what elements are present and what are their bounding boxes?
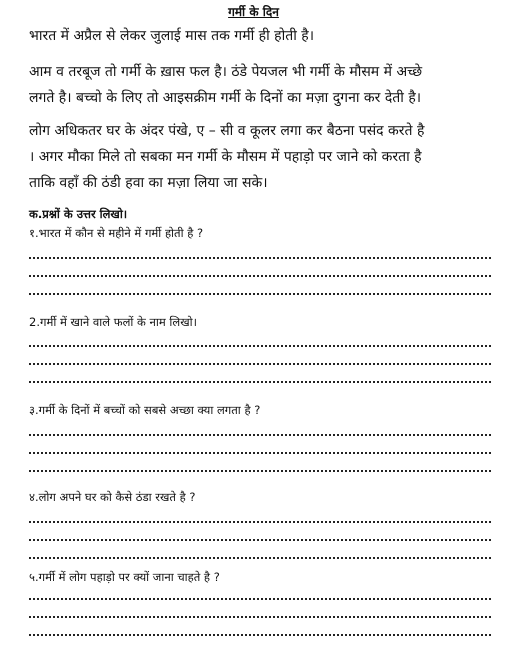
paragraph-line: भारत में अप्रैल से लेकर जुलाई मास तक गर्मी ही होती है।	[29, 28, 315, 44]
answer-line[interactable]	[29, 434, 491, 436]
answer-line[interactable]	[29, 634, 491, 636]
paragraph-line: लोग अधिकतर घर के अंदर पंखे, ए – सी व कूलर लगा कर बैठना पसंद करते है	[29, 123, 425, 139]
answer-line[interactable]	[29, 345, 491, 347]
question-3: ३.गर्मी के दिनों में बच्चों को सबसे अच्छा क्या लगता है ?	[29, 403, 261, 417]
answer-line[interactable]	[29, 539, 491, 541]
paragraph-line: ताकि वहाँ की ठंडी हवा का मज़ा लिया जा सके।	[29, 175, 268, 191]
question-4: ४.लोग अपने घर को कैसे ठंडा रखते है ?	[29, 490, 196, 504]
paragraph-2	[29, 59, 491, 111]
paragraph-3	[29, 118, 491, 196]
paragraph-line: लगते है। बच्चो के लिए तो आइसक्रीम गर्मी के दिनों का मज़ा दुगना कर देती है।	[29, 90, 422, 106]
question-5: ५.गर्मी में लोग पहाड़ो पर क्यों जाना चाहते है ?	[29, 570, 220, 584]
answer-line[interactable]	[29, 275, 491, 277]
section-heading: क.प्रश्नों के उत्तर लिखो।	[29, 207, 128, 221]
question-2: 2.गर्मी में खाने वाले फलों के नाम लिखो।	[29, 315, 197, 329]
question-1: १.भारत में कौन से महीने में गर्मी होती है ?	[29, 226, 204, 240]
answer-line[interactable]	[29, 470, 491, 472]
paragraph-line: । अगर मौका मिले तो सबका मन गर्मी के मौसम में पहाड़ो पर जाने को करता है	[29, 149, 422, 165]
answer-line[interactable]	[29, 257, 491, 259]
worksheet-title: गर्मी के दिन	[228, 5, 279, 19]
answer-line[interactable]	[29, 616, 491, 618]
answer-line[interactable]	[29, 521, 491, 523]
answer-line[interactable]	[29, 557, 491, 559]
answer-line[interactable]	[29, 293, 491, 295]
paragraph-1	[29, 23, 491, 49]
paragraph-line: आम व तरबूज तो गर्मी के ख़ास फल है। ठंडे पेयजल भी गर्मी के मौसम में अच्छे	[29, 64, 423, 80]
answer-line[interactable]	[29, 452, 491, 454]
answer-line[interactable]	[29, 598, 491, 600]
answer-line[interactable]	[29, 381, 491, 383]
answer-line[interactable]	[29, 363, 491, 365]
